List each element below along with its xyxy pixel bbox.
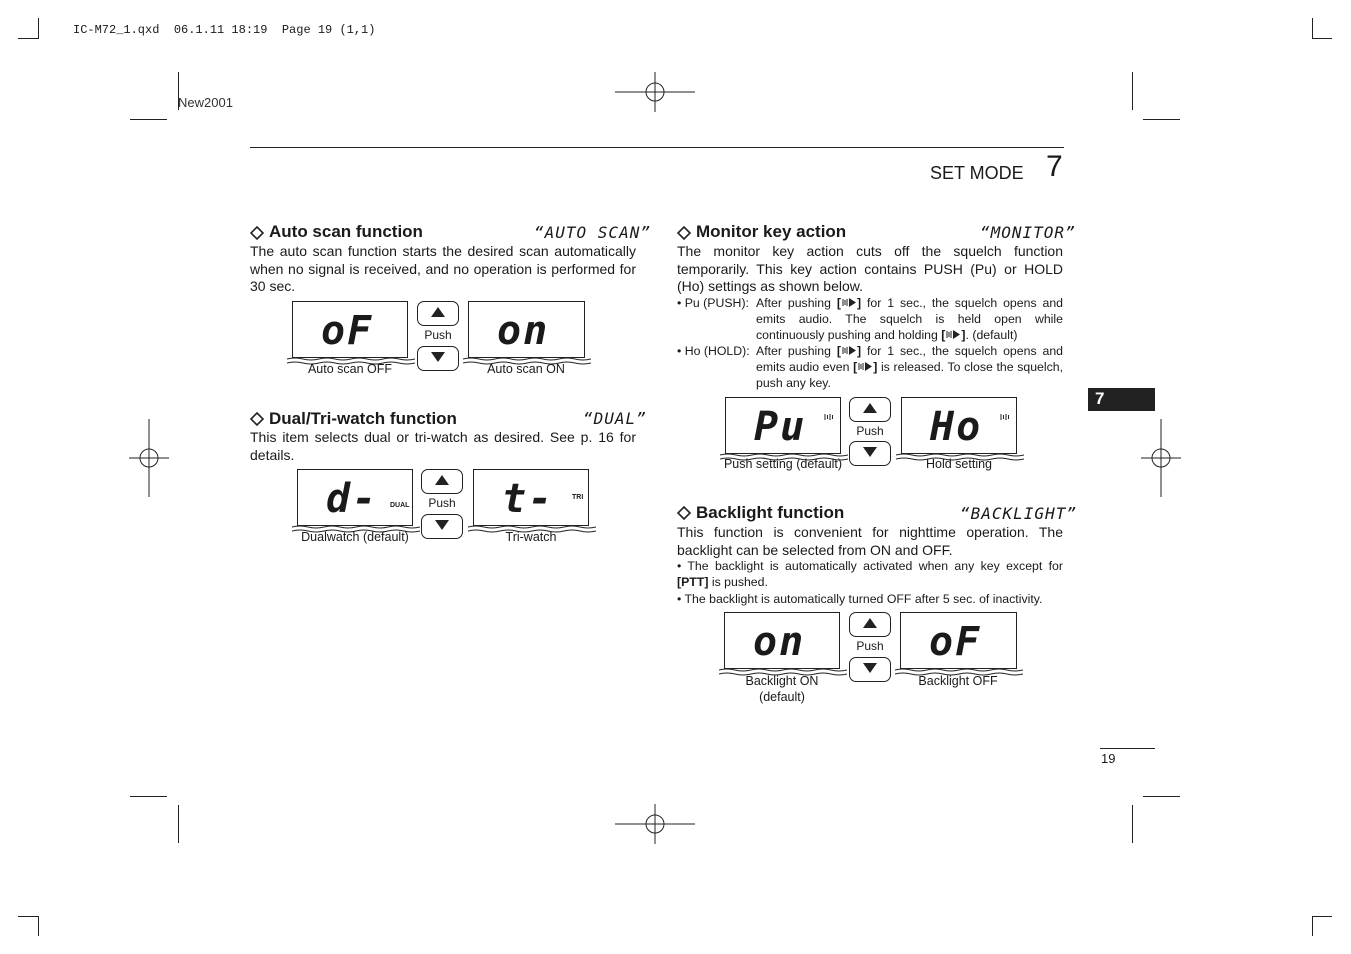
tri-indicator: TRI — [572, 494, 584, 501]
down-key — [417, 346, 459, 371]
auto-scan-title: Auto scan function — [269, 222, 423, 241]
lcd-display — [724, 612, 840, 669]
ho-label: • Ho (HOLD): — [677, 344, 750, 358]
diamond-icon — [677, 506, 691, 520]
page-number: 19 — [1101, 751, 1116, 766]
caption: Dualwatch (default) — [301, 530, 409, 544]
lcd-segments: oF — [321, 308, 374, 354]
chapter-number: 7 — [1046, 150, 1063, 183]
down-key — [421, 514, 463, 539]
ho-text: After pushing [ ] for 1 sec., the squelch opens and emits audio even [ ] is released. To close the squelch, push any key. — [756, 344, 1064, 390]
registration-mark — [1141, 419, 1181, 497]
lcd-display — [725, 397, 841, 454]
caption: Push setting (default) — [723, 457, 843, 471]
backlight-bullet-1: • The backlight is automatically activated when any key except for [PTT] is pushed. — [677, 559, 1063, 589]
dual-indicator: DUAL — [390, 502, 410, 509]
lcd-display — [901, 397, 1017, 454]
lcd-segments: on — [753, 619, 806, 665]
page-number-rule — [1100, 748, 1155, 749]
registration-mark — [129, 419, 169, 497]
auto-scan-body: The auto scan function starts the desired scan automatically when no signal is received, and no operation is performed for 30 sec. — [250, 243, 636, 294]
header-rule — [250, 147, 1064, 148]
monitor-key-icon: [ ] — [941, 328, 966, 342]
push-label: Push — [856, 639, 884, 653]
speaker-icon — [824, 413, 834, 421]
caption: Auto scan OFF — [307, 362, 393, 376]
stamp-text: New2001 — [178, 95, 233, 110]
diamond-icon — [250, 412, 264, 426]
caption: Auto scan ON — [487, 362, 565, 376]
monitor-lcd-tag: “MONITOR” — [980, 223, 1076, 242]
caption: Tri-watch — [505, 530, 557, 544]
pu-text: After pushing [ ] for 1 sec., the squelch opens and emits audio. The squelch is held open while continuously pushing and holding [ ]. (default) — [756, 296, 1064, 342]
monitor-key-icon: [ ] — [836, 344, 862, 358]
caption: Hold setting — [925, 457, 992, 471]
lcd-display — [292, 301, 408, 358]
lcd-display — [900, 612, 1017, 669]
registration-mark — [615, 72, 695, 112]
monitor-key-icon: [ ] — [836, 296, 862, 310]
diamond-icon — [250, 226, 264, 240]
registration-mark — [615, 804, 695, 844]
up-key — [417, 301, 459, 326]
lcd-segments: Ho — [930, 404, 983, 450]
chapter-title: SET MODE — [930, 163, 1024, 183]
dual-watch-body: This item selects dual or tri-watch as desired. See p. 16 for details. — [250, 429, 636, 463]
lcd-segments: on — [497, 308, 550, 354]
diamond-icon — [677, 226, 691, 240]
chapter-tab-label: 7 — [1095, 389, 1105, 408]
dual-watch-title: Dual/Tri-watch function — [269, 409, 457, 428]
monitor-key-icon: [ ] — [853, 360, 878, 374]
push-label: Push — [428, 496, 456, 510]
up-key — [849, 612, 891, 637]
caption: Backlight ON — [745, 674, 819, 688]
speaker-icon — [1000, 413, 1010, 421]
auto-scan-lcd-tag: “AUTO SCAN” — [534, 223, 651, 242]
lcd-segments: oF — [929, 619, 982, 665]
up-key — [421, 469, 463, 494]
backlight-title: Backlight function — [696, 503, 845, 522]
lcd-segments: Pu — [754, 404, 807, 450]
push-label: Push — [856, 424, 884, 438]
lcd-segments: t- — [502, 476, 555, 522]
lcd-segments: d- — [326, 476, 379, 522]
push-label: Push — [424, 328, 452, 342]
pu-label: • Pu (PUSH): — [677, 296, 749, 310]
backlight-bullet-2: • The backlight is automatically turned OFF after 5 sec. of inactivity. — [677, 592, 1043, 606]
backlight-body: This function is convenient for nighttime operation. The backlight can be selected from ON and OFF. — [677, 524, 1063, 558]
down-key — [849, 441, 891, 466]
monitor-body: The monitor key action cuts off the squelch function temporarily. This key action contains PUSH (Pu) or HOLD (Ho) settings as shown below. — [677, 243, 1063, 294]
dual-watch-lcd-tag: “DUAL” — [583, 409, 647, 428]
caption: Backlight OFF — [918, 674, 998, 688]
up-key — [849, 397, 891, 422]
lcd-display — [297, 469, 413, 526]
caption: (default) — [759, 690, 805, 704]
monitor-title: Monitor key action — [696, 222, 847, 241]
lcd-display — [473, 469, 589, 526]
lcd-display — [468, 301, 585, 358]
down-key — [849, 657, 891, 682]
file-info: IC-M72_1.qxd 06.1.11 18:19 Page 19 (1,1) — [73, 23, 376, 37]
backlight-lcd-tag: “BACKLIGHT” — [960, 504, 1077, 523]
